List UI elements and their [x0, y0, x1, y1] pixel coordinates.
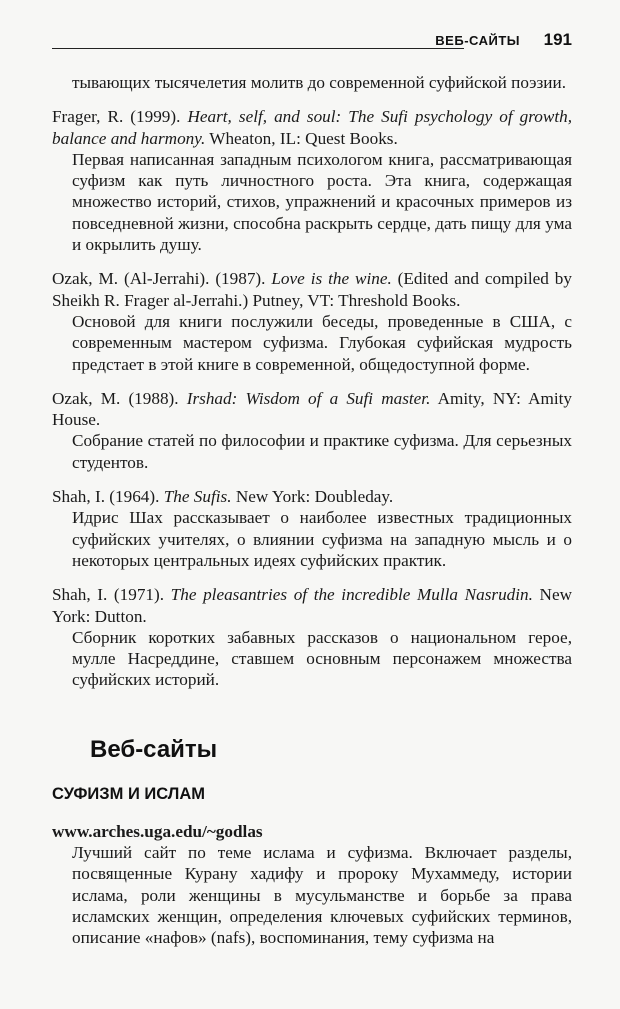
citation-title: Heart, self, and soul: The Sufi psychology of growth, balance and harmony.	[52, 107, 572, 148]
citation-annotation: Основой для книги послужили беседы, проведенные в США, с современным мастером суфизма. Глубокая суфийская мудрость предстает в этой книге в современной, общедоступной форме.	[72, 311, 572, 374]
page-number: 191	[543, 30, 572, 49]
citation-annotation: Сборник коротких забавных рассказов о национальном герое, мулле Насреддине, ставшем основным персонажем множества суфийских историй.	[72, 627, 572, 690]
citation-annotation: Первая написанная западным психологом книга, рассматривающая суфизм как путь личностного роста. Эта книга, содержащая множество историй, стихов, упражнений и красочных примеров из повседневной жизни, способна раскрыть сердце, дать пищу для ума и окрылить душу.	[72, 149, 572, 255]
citation-author-year: Ozak, M. (Al-Jerrahi). (1987).	[52, 269, 272, 289]
running-header	[52, 30, 572, 52]
citation-author-year: Frager, R. (1999).	[52, 107, 188, 127]
page-content	[52, 72, 572, 949]
citation-author-year: Shah, I. (1971).	[52, 585, 171, 605]
citation-publisher: Wheaton, IL: Quest Books.	[205, 128, 398, 148]
header-rule	[52, 48, 464, 49]
bibliography-entry-frager-1999	[52, 106, 572, 255]
website-description: Лучший сайт по теме ислама и суфизма. Включает разделы, посвященные Курану хадифу и пророку Мухаммеду, истории ислама, роли женщины в мусульманстве и борьбе за права исламских женщин, определения ключевых суфийских терминов, описание «нафов» (nafs), воспоминания, тему суфизма на	[72, 843, 572, 948]
bibliography-entry-ozak-1987	[52, 268, 572, 374]
citation-publisher: (Edited and compiled by Sheikh R. Frager al-Jerrahi.) Putney, VT: Threshold Books.	[52, 269, 572, 310]
citation-annotation: Собрание статей по философии и практике суфизма. Для серьезных студентов.	[72, 431, 572, 472]
running-header-title: ВЕБ-САЙТЫ	[435, 33, 520, 48]
citation	[52, 268, 572, 311]
citation	[52, 584, 572, 627]
subsection-heading: СУФИЗМ И ИСЛАМ	[52, 784, 205, 803]
website-url: www.arches.uga.edu/~godlas	[52, 821, 263, 841]
citation-title: The Sufis.	[163, 487, 232, 507]
citation-author-year: Ozak, M. (1988).	[52, 388, 187, 408]
citation	[52, 106, 572, 149]
citation-author-year: Shah, I. (1964).	[52, 487, 164, 507]
website-entry	[52, 821, 572, 949]
citation-publisher: New York: Dutton.	[52, 585, 573, 626]
section-heading: Веб-сайты	[90, 735, 218, 763]
citation	[52, 388, 572, 431]
continuation-paragraph: тывающих тысячелетия молитв до современной суфийской поэзии.	[72, 73, 567, 92]
bibliography-entry-shah-1964	[52, 486, 572, 571]
citation-title: Love is the wine.	[271, 269, 392, 289]
citation-annotation: Идрис Шах рассказывает о наиболее известных традиционных суфийских учителях, о влиянии суфизма на западную мысль и о некоторых центральных идеях суфийских практик.	[72, 508, 572, 570]
citation-title: The pleasantries of the incredible Mulla Nasrudin.	[170, 585, 533, 605]
citation-publisher: New York: Doubleday.	[231, 487, 394, 507]
citation-title: Irshad: Wisdom of a Sufi master.	[186, 388, 431, 408]
citation-publisher: Amity, NY: Amity House.	[52, 388, 572, 430]
bibliography-entry-shah-1971	[52, 584, 572, 690]
citation	[52, 486, 572, 507]
bibliography-entry-ozak-1988	[52, 388, 572, 473]
